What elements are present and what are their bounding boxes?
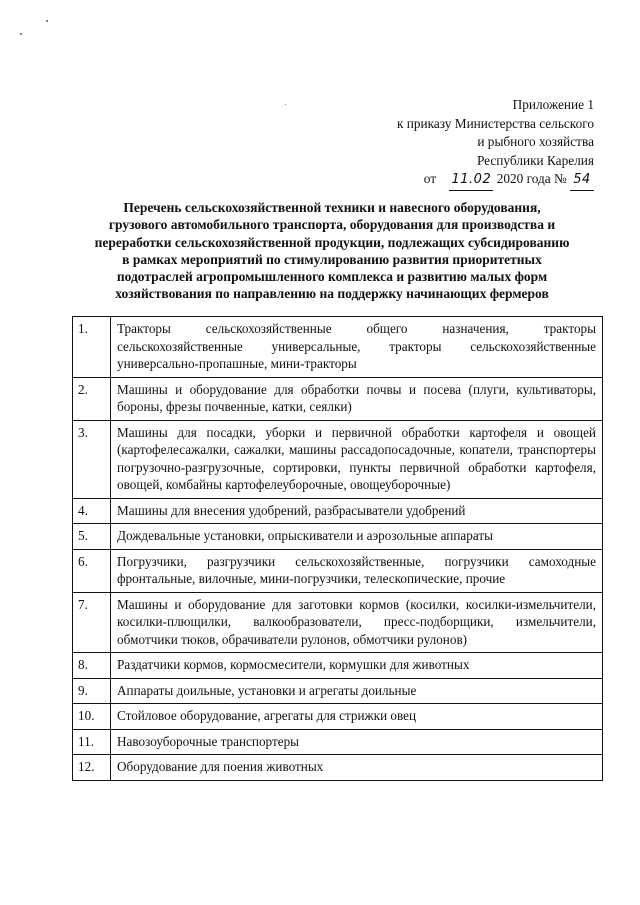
appendix-header (274, 96, 594, 191)
item-text: Машины и оборудование для обработки почвы и посева (плуги, культиваторы, бороны, фрезы почвенные, катки, сеялки) (111, 377, 603, 420)
item-text: Погрузчики, разгрузчики сельскохозяйственные, погрузчики самоходные фронтальные, вилочные, мини-погрузчики, телескопические, прочие (111, 549, 603, 592)
table-row (73, 704, 603, 730)
table-row (73, 592, 603, 653)
equipment-table (72, 316, 603, 781)
table-row (73, 420, 603, 498)
item-text: Аппараты доильные, установки и агрегаты доильные (111, 678, 603, 704)
order-year-text: 2020 года № (496, 171, 567, 187)
order-date-line (274, 170, 594, 191)
table-row (73, 678, 603, 704)
handwritten-date: 11.02 (449, 171, 493, 191)
item-text: Тракторы сельскохозяйственные общего назначения, тракторы сельскохозяйственные универсальные, тракторы сельскохозяйственные универсально-пропашные, мини-тракторы (111, 317, 603, 378)
title-line: Перечень сельскохозяйственной техники и навесного оборудования, (123, 200, 541, 215)
item-number: 10. (73, 704, 111, 730)
item-number: 4. (73, 498, 111, 524)
table-row (73, 653, 603, 679)
table-row (73, 549, 603, 592)
item-number: 5. (73, 524, 111, 550)
title-line: в рамках мероприятий по стимулированию развития приоритетных (122, 251, 542, 267)
appendix-line: Приложение 1 (512, 97, 594, 112)
table-row (73, 729, 603, 755)
item-text: Машины для внесения удобрений, разбрасыватели удобрений (111, 498, 603, 524)
item-text: Машины для посадки, уборки и первичной обработки картофеля и овощей (картофелесажалки, сажалки, машины рассадопосадочные, копатели, транспортеры погрузочно-разгрузочные, сортировки, пункты первичной обработки картофеля, овощей, комбайны картофелеуборочные, овощеуборочные) (111, 420, 603, 498)
item-number: 12. (73, 755, 111, 781)
item-number: 9. (73, 678, 111, 704)
item-text: Стойловое оборудование, агрегаты для стрижки овец (111, 704, 603, 730)
item-text: Навозоуборочные транспортеры (111, 729, 603, 755)
title-line: подотраслей агропромышленного комплекса и развитию малых форм (116, 269, 548, 285)
item-number: 7. (73, 592, 111, 653)
appendix-line: Республики Карелия (476, 152, 594, 168)
scan-speck (46, 20, 48, 22)
item-text: Оборудование для поения животных (111, 755, 603, 781)
item-text: Дождевальные установки, опрыскиватели и аэрозольные аппараты (111, 524, 603, 550)
item-number: 11. (73, 729, 111, 755)
item-number: 2. (73, 377, 111, 420)
table-row (73, 377, 603, 420)
title-line: грузового автомобильного транспорта, оборудования для производства и (108, 217, 556, 233)
item-text: Машины и оборудование для заготовки кормов (косилки, косилки-измельчители, косилки-плющилки, валкообразователи, пресс-подборщики, измельчители, обмотчики тюков, обрачиватели рулонов, обмотчики рулонов) (111, 592, 603, 653)
document-title (62, 199, 602, 303)
item-number: 8. (73, 653, 111, 679)
item-text: Раздатчики кормов, кормосмесители, кормушки для животных (111, 653, 603, 679)
title-line: переработки сельскохозяйственной продукции, подлежащих субсидированию (94, 234, 570, 250)
title-line: хозяйствования по направлению на поддержку начинающих фермеров (115, 286, 549, 302)
item-number: 1. (73, 317, 111, 378)
appendix-line: к приказу Министерства сельского (396, 115, 594, 131)
table-row (73, 755, 603, 781)
order-prefix: от (423, 171, 437, 187)
table-row (73, 498, 603, 524)
scan-speck (20, 33, 22, 35)
item-number: 6. (73, 549, 111, 592)
table-row (73, 524, 603, 550)
item-number: 3. (73, 420, 111, 498)
table-row (73, 317, 603, 378)
appendix-line: и рыбного хозяйства (477, 134, 594, 150)
handwritten-number: 54 (570, 171, 594, 191)
